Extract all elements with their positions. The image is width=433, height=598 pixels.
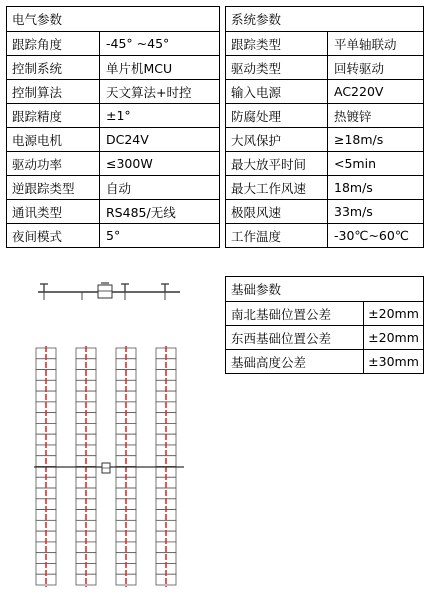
param-label: 防腐处理: [226, 104, 328, 128]
param-value: AC220V: [328, 80, 424, 104]
param-label: 工作温度: [226, 224, 328, 248]
table-title-row: [226, 277, 424, 302]
table-row: [7, 224, 220, 248]
table-row: [7, 104, 220, 128]
param-value: <5min: [328, 152, 424, 176]
table-row: [226, 176, 424, 200]
table-row: [7, 32, 220, 56]
table-row: [226, 56, 424, 80]
param-value: 天文算法+时控: [100, 80, 220, 104]
param-value: 33m/s: [328, 200, 424, 224]
system-params-table: [225, 6, 424, 248]
table-row: [7, 56, 220, 80]
param-value: RS485/无线: [100, 200, 220, 224]
table-row: [7, 80, 220, 104]
table-row: [7, 128, 220, 152]
param-label: 基础高度公差: [226, 350, 364, 374]
param-value: -45° ~45°: [100, 32, 220, 56]
param-value: 回转驱动: [328, 56, 424, 80]
param-label: 逆跟踪类型: [7, 176, 100, 200]
param-value: ≤300W: [100, 152, 220, 176]
slew-drive-motor: [98, 282, 112, 298]
param-value: ±20mm: [364, 302, 424, 326]
table-row: [226, 350, 424, 374]
param-value: 单片机MCU: [100, 56, 220, 80]
electrical-params-table: [6, 6, 220, 248]
table-row: [7, 200, 220, 224]
table-row: [226, 200, 424, 224]
foundation-params-table: [225, 276, 424, 374]
param-label: 最大放平时间: [226, 152, 328, 176]
central-drive-box: [102, 463, 110, 473]
param-label: 通讯类型: [7, 200, 100, 224]
table-row: [7, 152, 220, 176]
param-value: 热镀锌: [328, 104, 424, 128]
param-value: ±1°: [100, 104, 220, 128]
param-label: 东西基础位置公差: [226, 326, 364, 350]
tracker-side-elevation: [38, 282, 180, 300]
table-title-row: [226, 7, 424, 32]
param-label: 跟踪角度: [7, 32, 100, 56]
table-title-row: [7, 7, 220, 32]
param-value: 5°: [100, 224, 220, 248]
param-label: 最大工作风速: [226, 176, 328, 200]
param-value: 18m/s: [328, 176, 424, 200]
param-value: ±20mm: [364, 326, 424, 350]
param-label: 南北基础位置公差: [226, 302, 364, 326]
table-row: [226, 326, 424, 350]
tracker-technical-drawing: [32, 280, 186, 595]
tracker-plan-view: [34, 346, 184, 587]
foundation-params-title: 基础参数: [226, 277, 424, 302]
param-label: 极限风速: [226, 200, 328, 224]
param-value: 平单轴联动: [328, 32, 424, 56]
param-value: -30℃~60℃: [328, 224, 424, 248]
electrical-params-title: 电气参数: [7, 7, 220, 32]
param-value: DC24V: [100, 128, 220, 152]
table-row: [226, 32, 424, 56]
table-row: [226, 224, 424, 248]
table-row: [226, 152, 424, 176]
param-label: 控制算法: [7, 80, 100, 104]
param-label: 夜间模式: [7, 224, 100, 248]
table-row: [7, 176, 220, 200]
param-label: 电源电机: [7, 128, 100, 152]
param-label: 跟踪精度: [7, 104, 100, 128]
param-value: 自动: [100, 176, 220, 200]
param-label: 大风保护: [226, 128, 328, 152]
param-value: ±30mm: [364, 350, 424, 374]
table-row: [226, 128, 424, 152]
param-label: 输入电源: [226, 80, 328, 104]
param-label: 驱动类型: [226, 56, 328, 80]
param-label: 跟踪类型: [226, 32, 328, 56]
param-label: 控制系统: [7, 56, 100, 80]
table-row: [226, 104, 424, 128]
system-params-title: 系统参数: [226, 7, 424, 32]
table-row: [226, 302, 424, 326]
table-row: [226, 80, 424, 104]
param-label: 驱动功率: [7, 152, 100, 176]
param-value: ≥18m/s: [328, 128, 424, 152]
